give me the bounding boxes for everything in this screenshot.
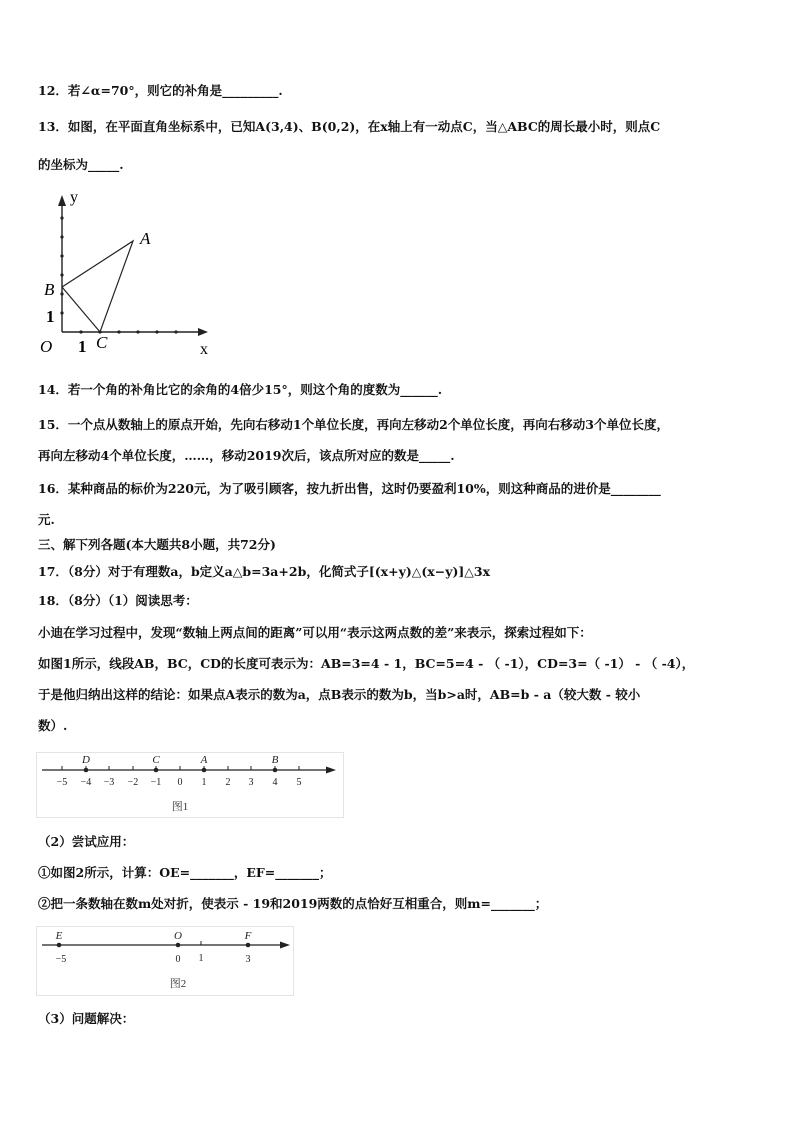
point-e-label: E [55, 930, 63, 942]
point-o-label: O [174, 930, 182, 942]
tick-label: 0 [175, 954, 181, 965]
question-18-part-2-item-1: ①如图2所示，计算：OE=_______，EF=_______； [38, 865, 332, 880]
tick-label: 4 [272, 777, 278, 788]
point-c-label: C [96, 333, 108, 352]
x-unit-label: 1 [78, 337, 87, 356]
tick-dots [60, 216, 177, 333]
question-13-line-1: 13．如图，在平面直角坐标系中，已知A(3,4)、B(0,2)，在x轴上有一动点C，当△ABC的周长最小时，则点C [38, 119, 661, 134]
question-15-line-2: 再向左移动4个单位长度，……，移动2019次后，该点所对应的数是_____. [38, 448, 455, 463]
x-axis-arrow [198, 328, 208, 336]
figure-1-caption: 图1 [171, 801, 189, 813]
tick-label: 1 [201, 777, 207, 788]
tick-label: −2 [127, 777, 139, 788]
tick-label: 0 [177, 777, 183, 788]
question-18-line-1: 18．（8分）（1）阅读思考： [38, 593, 198, 608]
section-3-heading: 三、解下列各题(本大题共8小题，共72分) [38, 537, 276, 552]
question-16-line-2: 元. [38, 512, 55, 527]
question-18-part-2: （2）尝试应用： [38, 834, 135, 849]
question-18-line-5: 数）. [38, 718, 68, 733]
question-18-part-3: （3）问题解决： [38, 1011, 135, 1026]
triangle-abc [62, 241, 133, 332]
origin-label: O [40, 337, 53, 356]
question-17: 17．（8分）对于有理数a，b定义a△b=3a+2b，化简式子[(x+y)△(x−y)]△3x [38, 564, 491, 579]
point-c-label: C [152, 754, 160, 766]
point-b-label: B [271, 754, 279, 766]
question-16-line-1: 16．某种商品的标价为220元，为了吸引顾客，按九折出售，这时仍要盈利10%，则这种商品的进价是________ [38, 481, 661, 496]
question-14: 14．若一个角的补角比它的余角的4倍少15°，则这个角的度数为______. [38, 382, 443, 397]
question-18-line-2: 小迪在学习过程中，发现“数轴上两点间的距离”可以用“表示这两点数的差”来表示，探索过程如下： [38, 625, 592, 640]
tick-label: 5 [296, 777, 302, 788]
point-f-label: F [244, 930, 252, 942]
tick-label: −3 [103, 777, 115, 788]
tick-label: −1 [150, 777, 162, 788]
tick-label: 3 [245, 954, 251, 965]
question-15-line-1: 15．一个点从数轴上的原点开始，先向右移动1个单位长度，再向左移动2个单位长度，再向右移动3个单位长度， [38, 417, 669, 432]
figure-2-caption: 图2 [169, 978, 187, 990]
point-b-label: B [44, 280, 55, 299]
question-12: 12．若∠α=70°，则它的补角是_________. [38, 83, 283, 98]
question-18-line-3: 如图1所示，线段AB，BC，CD的长度可表示为：AB=3=4 - 1，BC=5=4 - （ -1），CD=3=（ -1） - （ -4）， [38, 656, 695, 671]
number-line-arrow [326, 767, 336, 774]
figure-2-number-line [36, 926, 292, 994]
coordinate-figure [36, 188, 226, 358]
tick-label: −5 [55, 954, 67, 965]
point-a-label: A [200, 754, 208, 766]
y-axis-label: y [70, 189, 78, 206]
tick-label: −4 [80, 777, 92, 788]
x-axis-label: x [200, 341, 208, 358]
y-unit-label: 1 [46, 307, 55, 326]
number-line-arrow [280, 942, 290, 949]
y-axis-arrow [58, 195, 66, 206]
tick-label: 2 [225, 777, 231, 788]
point-d-label: D [82, 754, 90, 766]
figure-1-number-line [36, 752, 342, 816]
tick-label: 3 [248, 777, 254, 788]
tick-label: 1 [198, 953, 204, 964]
question-13-line-2: 的坐标为_____. [38, 157, 124, 172]
tick-label: −5 [56, 777, 68, 788]
point-a-label: A [140, 229, 151, 248]
question-18-line-4: 于是他归纳出这样的结论：如果点A表示的数为a，点B表示的数为b，当b>a时，AB=b - a（较大数 - 较小 [38, 687, 641, 702]
question-18-part-2-item-2: ②把一条数轴在数m处对折，使表示 - 19和2019两数的点恰好互相重合，则m=_______； [38, 896, 548, 911]
